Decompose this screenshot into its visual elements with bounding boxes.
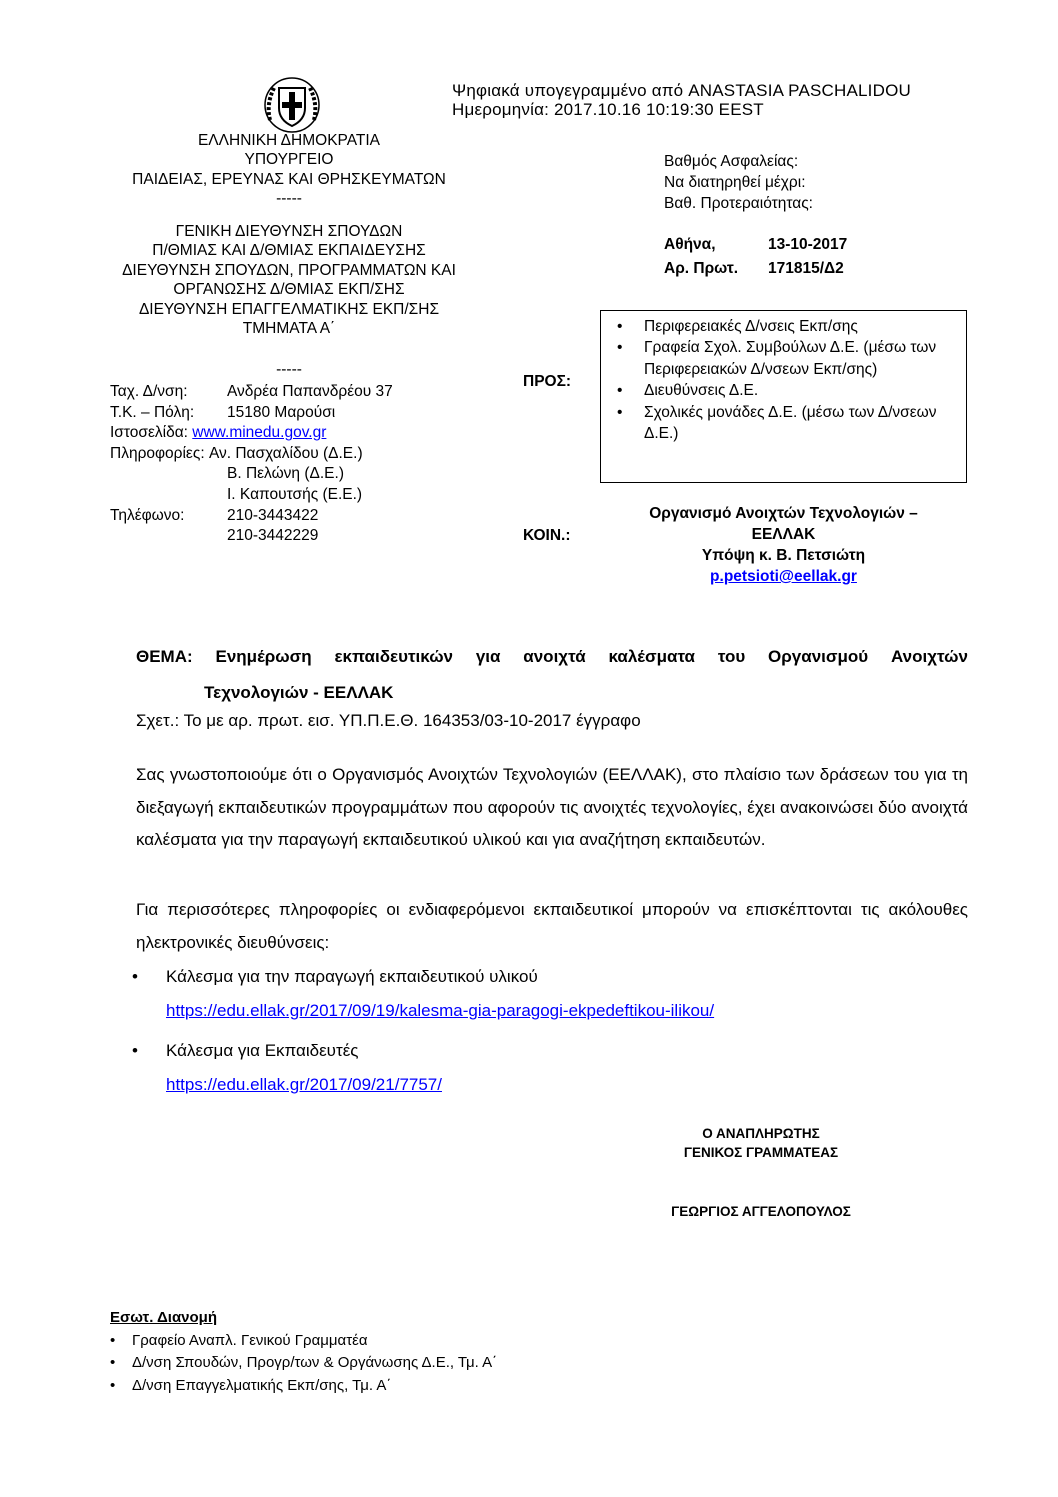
recipient-item: • Γραφεία Σχολ. Συμβούλων Δ.Ε. (μέσω των Περιφερειακών Δ/νσεων Εκπ/σης) [644,337,966,380]
website-label: Ιστοσελίδα: [110,424,188,442]
call-title: Κάλεσμα για την παραγωγή εκπαιδευτικού υλικού [166,967,538,986]
subject-word: Ενημέρωση [215,647,312,666]
place: Αθήνα, [664,236,716,253]
call-title: Κάλεσμα για Εκπαιδευτές [166,1041,359,1060]
recipients-box [600,310,967,483]
subject-word: καλέσματα [608,647,696,666]
phone-2: 210-3442229 [227,527,319,545]
list-item [132,1034,714,1068]
directorate-1: ΔΙΕΥΘΥΝΣΗ ΣΠΟΥΔΩΝ, ΠΡΟΓΡΑΜΜΑΤΩΝ ΚΑΙ [122,261,456,279]
city-value: 15180 Μαρούσι [227,403,336,421]
signer-role-1: Ο ΑΝΑΠΛΗΡΩΤΗΣ [702,1126,820,1141]
directorate-2: ΟΡΓΑΝΩΣΗΣ Δ/ΘΜΙΑΣ ΕΚΠ/ΣΗΣ [173,281,405,299]
info-person-3: Ι. Καπουτσής (Ε.Ε.) [227,485,363,503]
cc-email-link[interactable]: p.petsioti@eellak.gr [710,568,857,585]
bullet-icon: • [132,1041,138,1060]
signature-line-1: Ψηφιακά υπογεγραμμένο από ANASTASIA PASCHALIDOU [452,81,911,100]
keep-until: Να διατηρηθεί μέχρι: [664,174,806,191]
security-block [664,151,813,214]
bullet-icon: • [132,967,138,986]
subject-word: ανοιχτά [523,647,586,666]
link-list [132,960,715,1102]
ministry-line-1: ΥΠΟΥΡΓΕΙΟ [244,151,334,169]
ministry-line-2: ΠΑΙΔΕΙΑΣ, ΕΡΕΥΝΑΣ ΚΑΙ ΘΡΗΣΚΕΥΜΑΤΩΝ [132,170,446,188]
recipients-label: ΠΡΟΣ: [523,373,572,390]
subject-word: εκπαιδευτικών [334,647,454,666]
subject [136,639,968,711]
coat-of-arms-icon [262,76,322,134]
directorate-3: ΔΙΕΥΘΥΝΣΗ ΕΠΑΓΓΕΛΜΑΤΙΚΗΣ ΕΚΠ/ΣΗΣ [138,300,440,318]
protocol-number: 171815/Δ2 [768,260,844,277]
security-level: Βαθμός Ασφαλείας: [664,153,799,170]
recipient-item: • Περιφερειακές Δ/νσεις Εκπ/σης [644,316,966,337]
internal-title: Εσωτ. Διανομή [110,1309,218,1326]
subject-line-2: Τεχνολογιών - ΕΕΛΛΑΚ [204,683,394,702]
cc-line-1: Οργανισμό Ανοιχτών Τεχνολογιών – [649,505,918,522]
list-item [132,960,714,994]
signature-line-2: Ημερομηνία: 2017.10.16 10:19:30 EEST [452,100,764,119]
issuer-header [90,131,488,209]
internal-item: • Δ/νση Επαγγελματικής Εκπ/σης, Τμ. Α΄ [110,1375,497,1398]
subject-word: Ανοιχτών [891,647,968,666]
call-link[interactable]: https://edu.ellak.gr/2017/09/21/7757/ [166,1075,442,1094]
signer-block [620,1124,902,1162]
signer-name: ΓΕΩΡΓΙΟΣ ΑΓΓΕΛΟΠΟΥΛΟΣ [671,1204,851,1219]
department: ΤΜΗΜΑΤΑ Α΄ [242,320,336,338]
info-person-2: Β. Πελώνη (Δ.Ε.) [227,465,344,483]
digital-signature [452,81,911,119]
internal-item: • Γραφείο Αναπλ. Γενικού Γραμματέα [110,1330,497,1353]
subject-word: Οργανισμού [768,647,869,666]
cc-line-2: ΕΕΛΛΑΚ [751,526,816,543]
general-directorate-2: Π/ΘΜΙΑΣ ΚΑΙ Δ/ΘΜΙΑΣ ΕΚΠΑΙΔΕΥΣΗΣ [152,242,426,260]
body-paragraph-1: Σας γνωστοποιούμε ότι ο Οργανισμός Ανοιχτών Τεχνολογιών (ΕΕΛΛΑΚ), στο πλαίσιο των δράσεων του για τη διεξαγωγή εκπαιδευτικών προγραμμάτων που αφορούν τις ανοιχτές τεχνολογίες, έχει ανακοινώσει δύο ανοιχτά καλέσματα για την παραγωγή εκπαιδευτικού υλικού και για αναζήτηση εκπαιδευτών. [136,765,968,849]
separator: ----- [276,361,302,378]
directorate-header [90,222,488,338]
call-link[interactable]: https://edu.ellak.gr/2017/09/19/kalesma-gia-paragogi-ekpedeftikou-ilikou/ [166,1001,715,1020]
cc-line-3: Υπόψη κ. Β. Πετσιώτη [701,547,866,564]
recipient-item: • Διευθύνσεις Δ.Ε. [644,380,966,401]
signer-role-2: ΓΕΝΙΚΟΣ ΓΡΑΜΜΑΤΕΑΣ [683,1145,839,1160]
state-name: ΕΛΛΗΝΙΚΗ ΔΗΜΟΚΡΑΤΙΑ [197,132,381,149]
address-value: Ανδρέα Παπανδρέου 37 [227,383,393,400]
date-protocol [664,233,847,281]
phone-label: Τηλέφωνο: [110,506,185,524]
internal-distribution [110,1307,497,1397]
info-person-1: Αν. Πασχαλίδου (Δ.Ε.) [208,444,363,462]
recipient-item: • Σχολικές μονάδες Δ.Ε. (μέσω των Δ/νσεων Δ.Ε.) [644,402,966,445]
subject-word: ΘΕΜΑ: [136,647,193,666]
cc-label: ΚΟΙΝ.: [523,527,571,544]
priority: Βαθ. Προτεραιότητας: [664,195,813,212]
body-paragraph-2: Για περισσότερες πληροφορίες οι ενδιαφερόμενοι εκπαιδευτικοί μπορούν να επισκέπτονται τις ακόλουθες ηλεκτρονικές διευθύνσεις: [136,900,968,952]
phone-1: 210-3443422 [227,506,319,524]
cc-block [600,503,967,587]
website-link[interactable]: www.minedu.gov.gr [192,424,327,442]
subject-word: για [475,647,501,666]
subject-word: του [717,647,746,666]
contact-block [110,382,393,547]
address-label: Ταχ. Δ/νση: [110,383,188,400]
separator: ----- [276,190,302,208]
date: 13-10-2017 [768,236,848,253]
internal-item: • Δ/νση Σπουδών, Προγρ/των & Οργάνωσης Δ.Ε., Τμ. Α΄ [110,1352,497,1375]
general-directorate-1: ΓΕΝΙΚΗ ΔΙΕΥΘΥΝΣΗ ΣΠΟΥΔΩΝ [175,223,403,240]
city-label: Τ.Κ. – Πόλη: [110,403,195,421]
reference-line: Σχετ.: Το με αρ. πρωτ. εισ. ΥΠ.Π.Ε.Θ. 164353/03-10-2017 έγγραφο [136,711,641,730]
info-label: Πληροφορίες: [110,444,205,462]
protocol-label: Αρ. Πρωτ. [664,260,739,277]
